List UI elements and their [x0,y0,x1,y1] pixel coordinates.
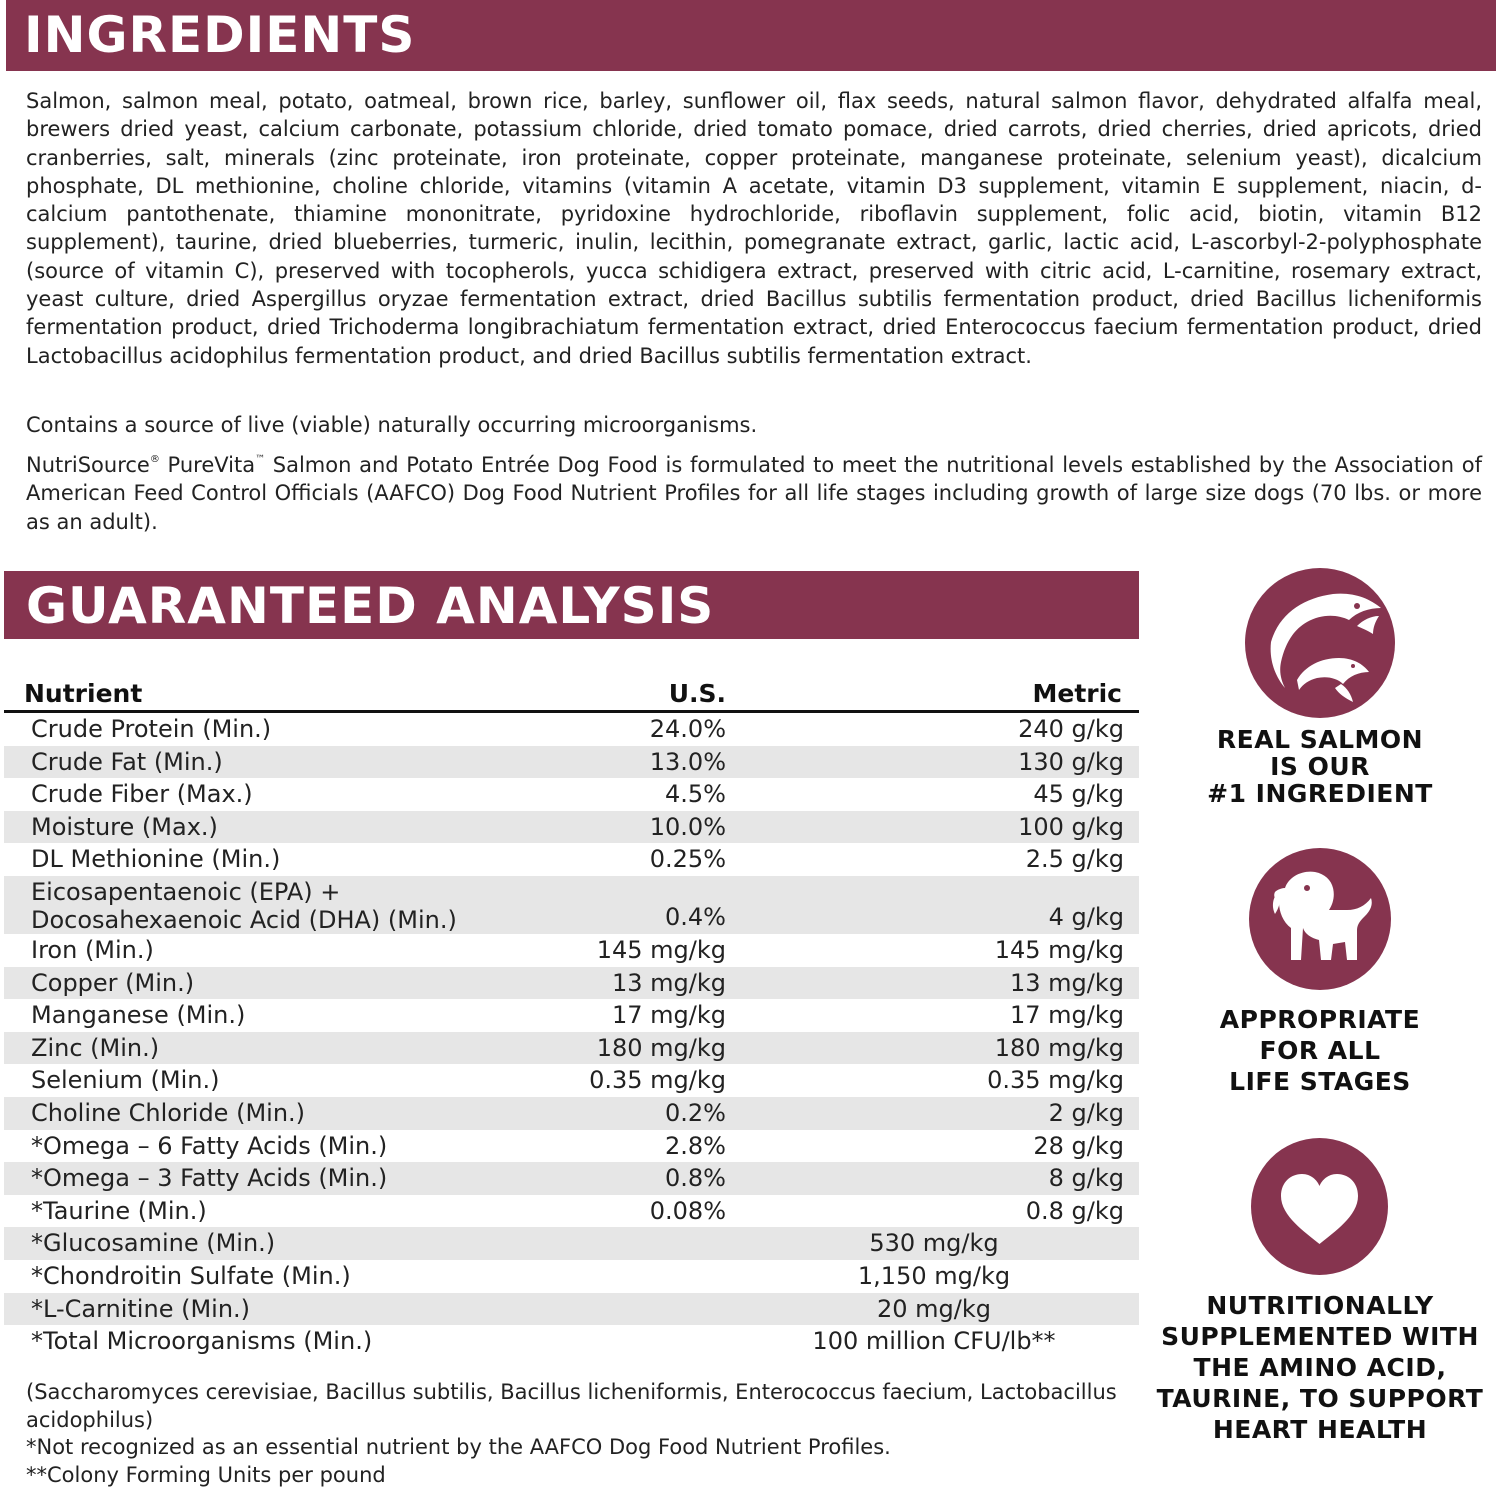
nutrient-name: *Omega – 3 Fatty Acids (Min.) [31,1164,388,1193]
salmon-badge-text [1140,726,1500,807]
metric-value: 0.8 g/kg [1025,1196,1124,1225]
nutrient-name: *Glucosamine (Min.) [31,1229,276,1258]
nutrient-name: *Taurine (Min.) [31,1196,207,1225]
aafco-statement-text: Salmon and Potato Entrée Dog Food is formulated to meet the nutritional levels established by the Association of American Feed Control Officials (AAFCO) Dog Food Nutrient Profiles for all life stages including growth of large size dogs (70 lbs. or more as an adult). [26,453,1482,534]
metric-value: 13 mg/kg [1010,968,1124,997]
live-microorganisms-note: Contains a source of live (viable) naturally occurring microorganisms. [26,413,758,437]
metric-value: 145 mg/kg [994,935,1124,964]
table-row [4,843,1139,876]
us-value: 0.25% [649,845,726,874]
life-stages-badge-text [1140,1004,1500,1097]
combined-value: 530 mg/kg [869,1229,999,1258]
us-value: 0.35 mg/kg [589,1066,726,1095]
puppy-icon [1249,848,1391,990]
metric-value: 45 g/kg [1033,780,1124,809]
nutrient-name: *Omega – 6 Fatty Acids (Min.) [31,1131,388,1160]
metric-value: 100 g/kg [1018,812,1124,841]
nutrient-name: Selenium (Min.) [31,1066,220,1095]
badge-line: NUTRITIONALLY [1206,1291,1434,1320]
nutrient-name: Moisture (Max.) [31,812,218,841]
combined-value: 20 mg/kg [877,1294,991,1323]
table-row [4,778,1139,811]
nutrient-name: Crude Fiber (Max.) [31,780,253,809]
nutrient-name: Eicosapentaenoic (EPA) + Docosahexaenoic Acid (DHA) (Min.) [31,877,457,934]
guaranteed-analysis-heading: GUARANTEED ANALYSIS [4,571,1139,639]
heart-icon [1251,1138,1388,1275]
metric-value: 8 g/kg [1048,1164,1124,1193]
nutrient-name: Copper (Min.) [31,968,195,997]
us-value: 0.4% [665,903,726,932]
table-row [4,876,1139,934]
nutrient-name: Iron (Min.) [31,935,154,964]
badge-line: THE AMINO ACID, [1193,1353,1447,1382]
table-row [4,1162,1139,1195]
table-row [4,1097,1139,1130]
brand-name: NutriSource [26,453,150,477]
table-row [4,811,1139,844]
ingredients-list: Salmon, salmon meal, potato, oatmeal, brown rice, barley, sunflower oil, flax seeds, natural salmon flavor, dehydrated alfalfa meal, brewers dried yeast, calcium carbonate, potassium chloride, dried tomato pomace, dried carrots, dried cherries, dried apricots, dried cranberries, salt, minerals (zinc proteinate, iron proteinate, copper proteinate, manganese proteinate, selenium yeast), dicalcium phosphate, DL methionine, choline chloride, vitamins (vitamin A acetate, vitamin D3 supplement, vitamin E supplement, niacin, d-calcium pantothenate, thiamine mononitrate, pyridoxine hydrochloride, riboflavin supplement, folic acid, biotin, vitamin B12 supplement), taurine, dried blueberries, turmeric, inulin, lecithin, pomegranate extract, garlic, lactic acid, L-ascorbyl-2-polyphosphate (source of vitamin C), preserved with tocopherols, yucca schidigera extract, preserved with citric acid, L-carnitine, rosemary extract, yeast culture, dried Aspergillus oryzae fermentation extract, dried Bacillus subtilis fermentation product, dried Bacillus licheniformis fermentation product, dried Trichoderma longibrachiatum fermentation extract, dried Enterococcus faecium fermentation product, dried Lactobacillus acidophilus fermentation product, and dried Bacillus subtilis fermentation extract. [26,89,1482,368]
badge-line: TAURINE, TO SUPPORT [1156,1384,1484,1413]
us-value: 24.0% [649,715,726,743]
organisms-footnote: (Saccharomyces cerevisiae, Bacillus subtilis, Bacillus licheniformis, Enterococcus faecium, Lactobacillus acidophilus) [26,1380,1117,1432]
metric-value: 0.35 mg/kg [987,1066,1124,1095]
table-row [4,1325,1139,1358]
nutrient-name: DL Methionine (Min.) [31,845,281,874]
table-row [4,934,1139,967]
double-asterisk-footnote: **Colony Forming Units per pound [26,1463,386,1487]
badge-line: SUPPLEMENTED WITH [1161,1322,1479,1351]
table-row [4,713,1139,746]
column-header-metric: Metric [1032,679,1122,708]
combined-value: 100 million CFU/lb** [812,1327,1056,1356]
table-row [4,1032,1139,1065]
badge-line: APPROPRIATE [1219,1005,1421,1034]
badge-line: #1 INGREDIENT [1207,779,1433,808]
salmon-badge [1245,568,1395,718]
table-row [4,1293,1139,1326]
us-value: 10.0% [649,812,726,841]
registered-mark: ® [149,454,160,465]
table-row [4,999,1139,1032]
metric-value: 240 g/kg [1018,715,1124,743]
heart-badge [1251,1138,1388,1275]
us-value: 2.8% [665,1131,726,1160]
aafco-statement [26,451,1482,536]
nutrient-name: Zinc (Min.) [31,1033,160,1062]
metric-value: 28 g/kg [1033,1131,1124,1160]
ingredients-heading: INGREDIENTS [6,0,1496,71]
metric-value: 130 g/kg [1018,747,1124,776]
us-value: 13.0% [649,747,726,776]
analysis-table-header [4,676,1139,713]
table-row [4,746,1139,779]
nutrient-name: Crude Protein (Min.) [31,715,272,743]
combined-value: 1,150 mg/kg [857,1261,1011,1290]
puppy-badge [1249,848,1391,990]
us-value: 180 mg/kg [596,1033,726,1062]
us-value: 145 mg/kg [596,935,726,964]
table-row [4,1260,1139,1293]
badge-line: REAL SALMON [1216,725,1424,754]
metric-value: 2.5 g/kg [1025,845,1124,874]
trademark-mark: ™ [255,454,266,465]
us-value: 0.2% [665,1098,726,1127]
column-header-us: U.S. [668,679,726,708]
metric-value: 2 g/kg [1048,1098,1124,1127]
product-line: PureVita [159,453,256,477]
table-row [4,1064,1139,1097]
nutrient-name: *Total Microorganisms (Min.) [31,1327,373,1356]
badge-line: LIFE STAGES [1229,1067,1411,1096]
us-value: 13 mg/kg [612,968,726,997]
salmon-icon [1245,568,1395,718]
us-value: 4.5% [665,780,726,809]
asterisk-footnote: *Not recognized as an essential nutrient by the AAFCO Dog Food Nutrient Profiles. [26,1435,891,1459]
table-row [4,1130,1139,1163]
nutrient-name: Choline Chloride (Min.) [31,1098,306,1127]
nutrient-name: *Chondroitin Sulfate (Min.) [31,1261,351,1290]
nutrient-name: Crude Fat (Min.) [31,747,223,776]
table-row [4,967,1139,1000]
nutrient-name: Manganese (Min.) [31,1001,246,1030]
us-value: 0.8% [665,1164,726,1193]
metric-value: 180 mg/kg [994,1033,1124,1062]
nutrient-name: *L-Carnitine (Min.) [31,1294,251,1323]
table-row [4,1195,1139,1228]
table-row [4,1227,1139,1260]
column-header-nutrient: Nutrient [24,679,143,708]
badge-line: HEART HEALTH [1212,1415,1428,1444]
analysis-table [4,713,1139,1358]
us-value: 17 mg/kg [612,1001,726,1030]
badge-line: FOR ALL [1259,1036,1381,1065]
badge-line: IS OUR [1270,752,1370,781]
metric-value: 4 g/kg [1048,903,1124,932]
taurine-badge-text [1140,1290,1500,1445]
metric-value: 17 mg/kg [1010,1001,1124,1030]
us-value: 0.08% [649,1196,726,1225]
